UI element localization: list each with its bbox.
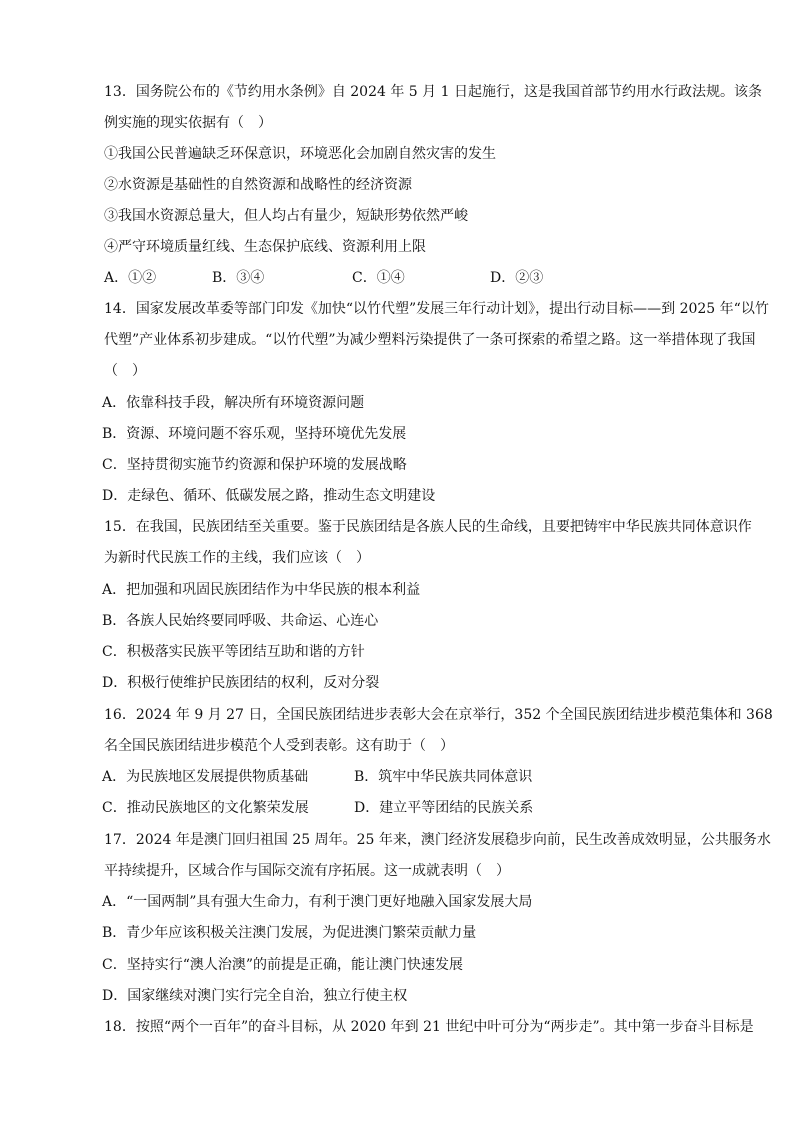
question-16-line-1: 16．2024 年 9 月 27 日，全国民族团结进步表彰大会在京举行，352 个全国民族团结进步模范集体和 368: [104, 707, 773, 723]
question-13-option-c[interactable]: C．①④: [352, 270, 405, 286]
question-13-statement-1: ①我国公民普遍缺乏环保意识，环境恶化会加剧自然灾害的发生: [104, 146, 496, 162]
question-16-line-2: 名全国民族团结进步模范个人受到表彰。这有助于（ ）: [104, 738, 454, 754]
question-16-option-c[interactable]: C．推动民族地区的文化繁荣发展: [102, 800, 309, 816]
question-13-statement-2: ②水资源是基础性的自然资源和战略性的经济资源: [104, 177, 412, 193]
question-13-line-2: 例实施的现实依据有（ ）: [104, 115, 272, 131]
question-14-line-2: 代塑”产业体系初步建成。“以竹代塑”为减少塑料污染提供了一条可探索的希望之路。这一举措体现了我国: [104, 332, 756, 348]
question-17-option-d[interactable]: D．国家继续对澳门实行完全自治，独立行使主权: [102, 988, 408, 1004]
question-14-option-c[interactable]: C．坚持贯彻实施节约资源和保护环境的发展战略: [102, 457, 407, 473]
question-13-option-a[interactable]: A．①②: [104, 270, 157, 286]
question-15-option-b[interactable]: B．各族人民始终要同呼吸、共命运、心连心: [102, 613, 379, 629]
question-15-line-2: 为新时代民族工作的主线，我们应该（ ）: [104, 550, 370, 566]
question-16-option-b[interactable]: B．筑牢中华民族共同体意识: [354, 769, 533, 785]
question-13-option-b[interactable]: B．③④: [212, 270, 265, 286]
question-17-line-1: 17．2024 年是澳门回归祖国 25 周年。25 年来，澳门经济发展稳步向前，民生改善成效明显，公共服务水: [104, 832, 771, 848]
question-16-option-a[interactable]: A．为民族地区发展提供物质基础: [102, 769, 309, 785]
question-13-statement-4: ④严守环境质量红线、生态保护底线、资源利用上限: [104, 239, 426, 255]
question-13-line-1: 13．国务院公布的《节约用水条例》自 2024 年 5 月 1 日起施行，这是我国首部节约用水行政法规。该条: [104, 84, 762, 100]
question-14-option-a[interactable]: A．依靠科技手段，解决所有环境资源问题: [102, 395, 365, 411]
question-17-option-b[interactable]: B．青少年应该积极关注澳门发展，为促进澳门繁荣贡献力量: [102, 925, 477, 941]
question-14-line-1: 14．国家发展改革委等部门印发《加快“以竹代塑”发展三年行动计划》，提出行动目标——到 2025 年“以竹: [104, 301, 769, 317]
question-13-option-d[interactable]: D．②③: [490, 270, 544, 286]
question-15-option-c[interactable]: C．积极落实民族平等团结互助和谐的方针: [102, 644, 365, 660]
question-15-option-d[interactable]: D．积极行使维护民族团结的权利，反对分裂: [102, 675, 380, 691]
question-13-statement-3: ③我国水资源总量大，但人均占有量少，短缺形势依然严峻: [104, 208, 468, 224]
question-15-option-a[interactable]: A．把加强和巩固民族团结作为中华民族的根本利益: [102, 582, 421, 598]
question-15-line-1: 15．在我国，民族团结至关重要。鉴于民族团结是各族人民的生命线，且要把铸牢中华民族共同体意识作: [104, 519, 752, 535]
question-18-line-1: 18．按照“两个一百年”的奋斗目标，从 2020 年到 21 世纪中叶可分为“两步走”。其中第一步奋斗目标是: [104, 1019, 754, 1035]
question-16-option-d[interactable]: D．建立平等团结的民族关系: [354, 800, 534, 816]
question-17-option-c[interactable]: C．坚持实行“澳人治澳”的前提是正确，能让澳门快速发展: [102, 957, 464, 973]
question-14-option-b[interactable]: B．资源、环境问题不容乐观，坚持环境优先发展: [102, 426, 407, 442]
question-14-line-3: （ ）: [104, 363, 146, 379]
question-17-line-2: 平持续提升，区域合作与国际交流有序拓展。这一成就表明（ ）: [104, 863, 510, 879]
question-17-option-a[interactable]: A．“一国两制”具有强大生命力，有利于澳门更好地融入国家发展大局: [102, 894, 533, 910]
question-14-option-d[interactable]: D．走绿色、循环、低碳发展之路，推动生态文明建设: [102, 488, 436, 504]
